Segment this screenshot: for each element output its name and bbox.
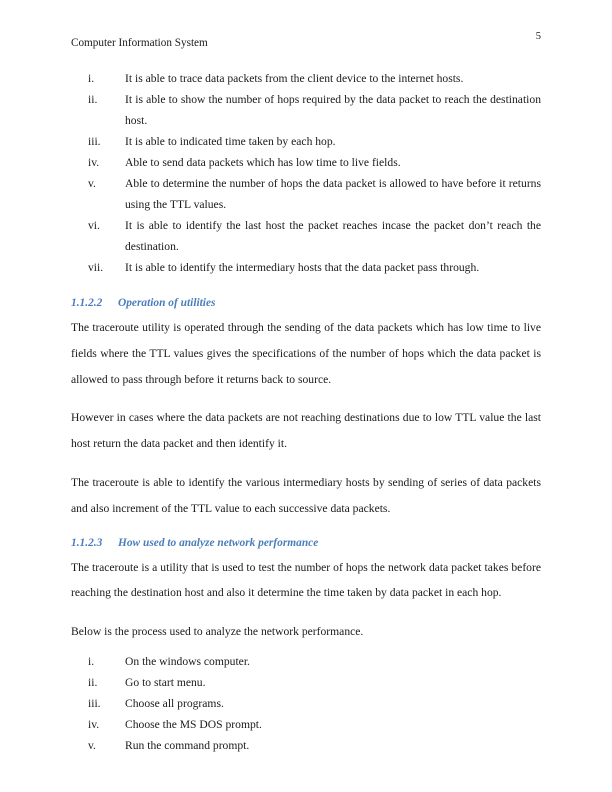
section-heading-network-performance bbox=[71, 535, 541, 552]
section-heading-operation-of-utilities bbox=[71, 295, 541, 312]
list-marker: iii. bbox=[88, 135, 101, 148]
paragraph: The traceroute utility is operated through the sending of the data packets which has low time to live fields where the TTL values gives the specifications of the number of hops which the data packet is allowed to pass through before it returns back to source. bbox=[71, 321, 541, 386]
list-item bbox=[71, 693, 541, 714]
list-marker: v. bbox=[88, 177, 96, 190]
list-item-text: Choose all programs. bbox=[125, 696, 224, 710]
section-number: 1.1.2.3 bbox=[71, 536, 103, 549]
list-item-text: Able to determine the number of hops the data packet is allowed to have before it returns using the TTL values. bbox=[125, 177, 541, 211]
network-performance-steps-list bbox=[71, 651, 541, 756]
document-title-header: Computer Information System bbox=[71, 37, 208, 49]
spacer bbox=[71, 278, 541, 287]
list-item-text: It is able to identify the last host the packet reaches incase the packet don’t reach the destination. bbox=[125, 219, 541, 253]
section-title: How used to analyze network performance bbox=[118, 536, 319, 549]
traceroute-features-list bbox=[71, 68, 541, 278]
list-item-text: It is able to show the number of hops required by the data packet to reach the destination host. bbox=[125, 93, 541, 127]
list-item bbox=[71, 257, 541, 278]
list-item-text: It is able to trace data packets from the client device to the internet hosts. bbox=[125, 72, 464, 85]
list-marker: ii. bbox=[88, 675, 98, 689]
page-header bbox=[0, 30, 612, 56]
list-item bbox=[71, 651, 541, 672]
paragraph: The traceroute is a utility that is used to test the number of hops the network data packet takes before reaching the destination host and also it determine the time taken by data packet in each hop. bbox=[71, 560, 541, 600]
list-item-text: Able to send data packets which has low time to live fields. bbox=[125, 156, 401, 169]
section-title: Operation of utilities bbox=[118, 297, 216, 309]
list-marker: i. bbox=[88, 654, 95, 668]
list-item bbox=[71, 215, 541, 257]
list-item bbox=[71, 173, 541, 215]
list-item-text: It is able to indicated time taken by each hop. bbox=[125, 135, 336, 148]
list-marker: i. bbox=[88, 72, 95, 85]
list-marker: iv. bbox=[88, 717, 100, 731]
list-marker: v. bbox=[88, 738, 96, 752]
list-item-text: Run the command prompt. bbox=[125, 738, 250, 752]
paragraph: However in cases where the data packets are not reaching destinations due to low TTL value the last host return the data packet and then identify it. bbox=[71, 411, 541, 451]
list-item bbox=[71, 131, 541, 152]
list-marker: iv. bbox=[88, 156, 100, 169]
list-item bbox=[71, 714, 541, 735]
list-item bbox=[71, 68, 541, 89]
list-item bbox=[71, 735, 541, 756]
list-marker: vii. bbox=[88, 261, 104, 274]
paragraph: The traceroute is able to identify the various intermediary hosts by sending of series of data packets and also increment of the TTL value to each successive data packets. bbox=[71, 475, 541, 515]
list-item-text: Choose the MS DOS prompt. bbox=[125, 717, 262, 731]
document-body bbox=[71, 68, 541, 756]
list-marker: iii. bbox=[88, 696, 101, 710]
list-item bbox=[71, 89, 541, 131]
section-number: 1.1.2.2 bbox=[71, 297, 103, 309]
list-item-text: Go to start menu. bbox=[125, 675, 206, 689]
list-item bbox=[71, 672, 541, 693]
list-item bbox=[71, 152, 541, 173]
page-number: 5 bbox=[535, 31, 541, 42]
list-item-text: It is able to identify the intermediary hosts that the data packet pass through. bbox=[125, 261, 480, 274]
list-marker: vi. bbox=[88, 219, 100, 232]
list-item-text: On the windows computer. bbox=[125, 654, 250, 668]
list-marker: ii. bbox=[88, 93, 98, 106]
paragraph: Below is the process used to analyze the network performance. bbox=[71, 625, 364, 639]
